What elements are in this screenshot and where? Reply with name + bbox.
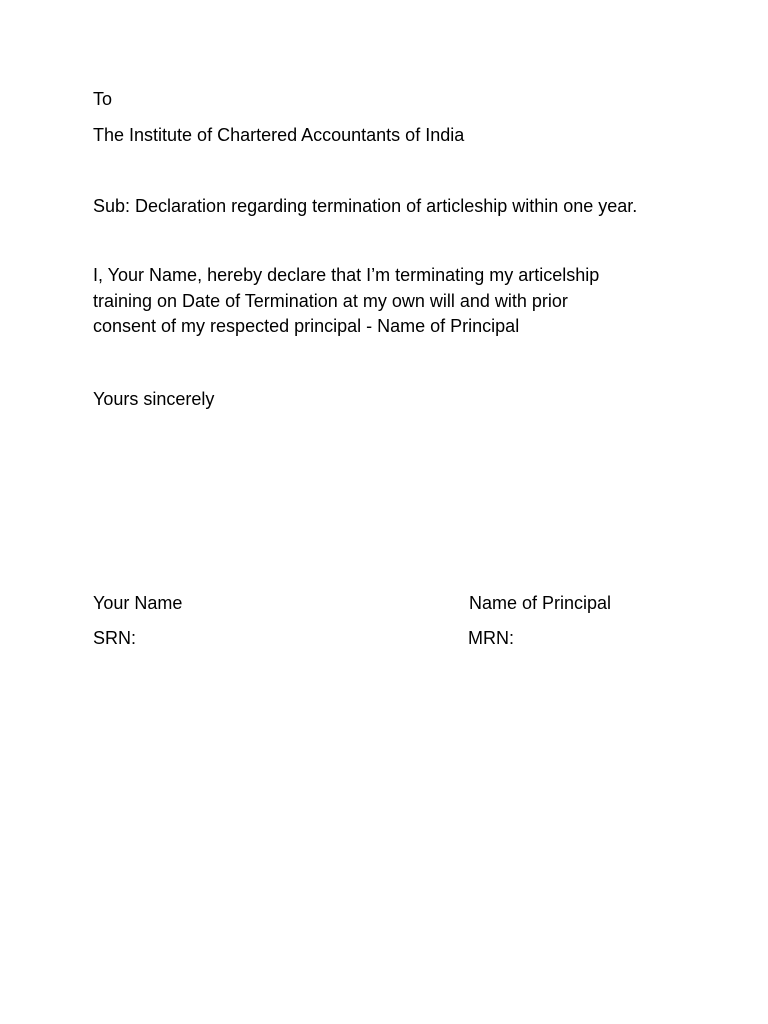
body-line: consent of my respected principal - Name of Principal	[93, 316, 520, 336]
recipient: The Institute of Chartered Accountants of India	[93, 125, 465, 145]
mrn-label: MRN:	[468, 628, 514, 648]
salutation: To	[93, 89, 113, 109]
srn-label: SRN:	[93, 628, 137, 648]
body-line: training on Date of Termination at my own will and with prior	[93, 290, 568, 311]
body-line: I, Your Name, hereby declare that I’m terminating my articelship	[93, 265, 600, 285]
declaration-body	[93, 263, 673, 340]
closing: Yours sincerely	[93, 389, 215, 409]
subject-line: Sub: Declaration regarding termination of articleship within one year.	[93, 196, 638, 216]
principal-name: Name of Principal	[469, 593, 612, 613]
applicant-name: Your Name	[93, 593, 183, 613]
